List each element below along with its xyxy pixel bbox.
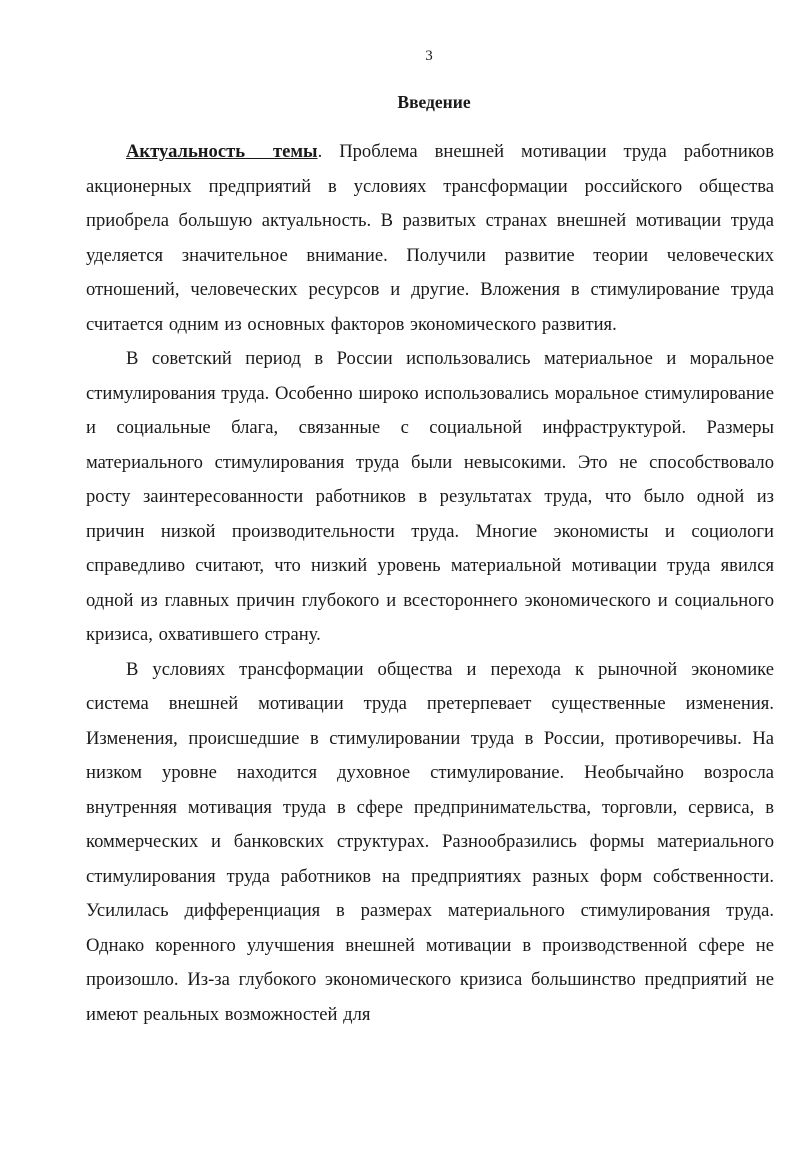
page-number: 3 <box>425 48 433 64</box>
body-text <box>86 135 774 1032</box>
paragraph-text: . Проблема внешней мотивации труда работников акционерных предприятий в условиях трансформации российского общества приобрела большую актуальность. В развитых странах внешней мотивации труда уделяется значительное внимание. Получили развитие теории человеческих отношений, человеческих ресурсов и другие. Вложения в стимулирование труда считается одним из основных факторов экономического развития. <box>86 141 774 335</box>
paragraph-text: В условиях трансформации общества и перехода к рыночной экономике система внешней мотивации труда претерпевает существенные изменения. Изменения, происшедшие в стимулировании труда в России, противоречивы. На низком уровне находится духовное стимулирование. Необычайно возросла внутренняя мотивация труда в сфере предпринимательства, торговли, сервиса, в коммерческих и банковских структурах. Разнообразились формы материального стимулирования труда работников на предприятиях разных форм собственности. Усилилась дифференциация в размерах материального стимулирования труда. Однако коренного улучшения внешней мотивации в производственной сфере не произошло. Из-за глубокого экономического кризиса большинство предприятий не имеют реальных возможностей для <box>86 658 774 1025</box>
lead-term: Актуальность темы <box>126 141 318 162</box>
paragraph-text: В советский период в России использовались материальное и моральное стимулирования труда. Особенно широко использовались моральное стимулирование и социальные блага, связанные с социальной инфраструктурой. Размеры материального стимулирования труда были невысокими. Это не способствовало росту заинтересованности работников в результатах труда, что было одной из причин низкой производительности труда. Многие экономисты и социологи справедливо считают, что низкий уровень материальной мотивации труда явился одной из главных причин глубокого и всестороннего экономического и социального кризиса, охватившего страну. <box>86 348 774 645</box>
paragraph-relevance <box>86 135 774 342</box>
paragraph-transformation <box>86 653 774 1033</box>
page-title: Введение <box>397 92 471 112</box>
paragraph-soviet-period <box>86 342 774 653</box>
